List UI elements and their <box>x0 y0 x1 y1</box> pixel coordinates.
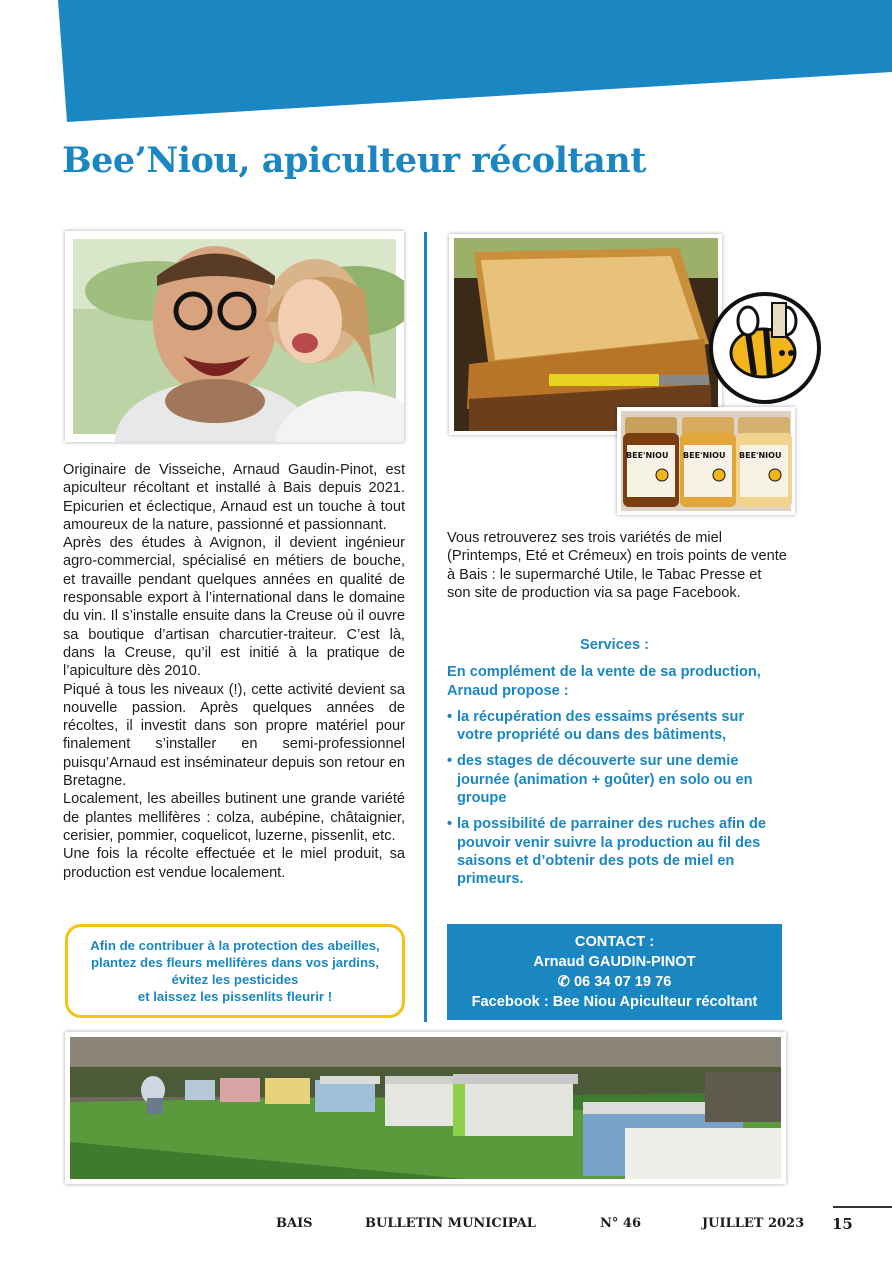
services-list <box>447 708 782 889</box>
services-heading: Services : <box>580 637 649 653</box>
honeycomb-frame-photo <box>449 234 722 435</box>
paragraph-origin: Originaire de Visseiche, Arnaud Gaudin-Pinot, est apiculteur récoltant et installé à Bais depuis 2021. Epicurien et éclectique, Arnaud est un touche à tout amoureux de la nature, passionné et passionnant. <box>63 462 405 533</box>
contact-phone[interactable]: ✆ 06 34 07 19 76 <box>557 974 672 990</box>
contact-name: Arnaud GAUDIN-PINOT <box>533 954 696 970</box>
service-text: des stages de découverte sur une demie journée (animation + goûter) en solo ou en groupe <box>457 753 753 807</box>
list-item <box>447 752 782 807</box>
bullet: • <box>447 753 453 770</box>
tip-line: plantez des fleurs mellifères dans vos jardins, <box>90 955 380 970</box>
beehives-photo <box>65 1032 786 1184</box>
paragraph-varieties: Vous retrouverez ses trois variétés de miel (Printemps, Eté et Crémeux) en trois points de vente à Bais : le supermarché Utile, le Tabac Presse et son site de production via sa page Facebook. <box>447 530 787 601</box>
paragraph-sales: Une fois la récolte effectuée et le miel produit, sa production est vendue localement. <box>63 846 405 881</box>
portrait-photo <box>65 231 404 442</box>
bullet: • <box>447 816 453 833</box>
article-right-column <box>447 529 787 602</box>
footer-rule <box>833 1206 892 1208</box>
paragraph-studies: Après des études à Avignon, il devient ingénieur agro-commercial, spécialisé en métiers de bouche, et travaille pendant quelques années en qualité de responsable export à l’international dans le domaine du vin. Il s’installe ensuite dans la Creuse où il ouvre sa boutique d’artisan charcutier-traiteur. C’est là, dans la Creuse, qu’il est initié à la pratique de l’apiculture dès 2010. <box>63 535 405 680</box>
footer-publication: BULLETIN MUNICIPAL <box>365 1216 536 1231</box>
contact-box <box>447 924 782 1020</box>
contact-facebook[interactable]: Facebook : Bee Niou Apiculteur récoltant <box>471 994 758 1010</box>
footer-page-number: 15 <box>832 1215 853 1233</box>
jar-label-2: BEE'NIOU <box>683 451 726 460</box>
list-item <box>447 708 782 745</box>
paragraph-plants: Localement, les abeilles butinent une grande variété de plantes mellifères : colza, aubépine, châtaignier, cerisier, pommier, coquelicot, luzerne, pissenlit, etc. <box>63 791 405 844</box>
contact-heading: CONTACT : <box>574 934 655 950</box>
tip-line: évitez les pesticides <box>171 972 299 987</box>
tip-line: et laissez les pissenlits fleurir ! <box>137 989 333 1004</box>
bee-protection-tip-box <box>65 924 405 1018</box>
honey-jars-photo <box>617 407 795 515</box>
paragraph-passion: Piqué à tous les niveaux (!), cette activité devient sa nouvelle passion. Après quelques années de récoltes, il investit dans son propre matériel pour finalement s’installer en semi-professionnel puisqu’Arnaud est inséminateur depuis son retour en Bretagne. <box>63 681 405 790</box>
jar-label-3: BEE'NIOU <box>739 451 782 460</box>
bee-logo-icon <box>708 291 822 405</box>
footer-date: JUILLET 2023 <box>702 1216 805 1231</box>
list-item <box>447 815 782 888</box>
top-banner <box>0 0 892 125</box>
column-divider <box>424 232 427 1022</box>
service-text: la récupération des essaims présents sur votre propriété ou dans des bâtiments, <box>457 708 745 744</box>
article-title: Bee’Niou, apiculteur récoltant <box>62 140 646 181</box>
tip-line: Afin de contribuer à la protection des abeilles, <box>90 938 380 953</box>
footer-issue: N° 46 <box>600 1216 641 1231</box>
service-text: la possibilité de parrainer des ruches afin de pouvoir venir suivre la production au fil des saisons et d’obtenir des pots de miel en primeurs. <box>457 816 767 888</box>
article-left-column <box>63 461 405 882</box>
services-section <box>447 636 782 897</box>
services-intro: En complément de la vente de sa production, Arnaud propose : <box>447 664 761 699</box>
bullet: • <box>447 708 453 725</box>
footer-town: BAIS <box>276 1216 313 1231</box>
jar-label-1: BEE'NIOU <box>626 451 669 460</box>
